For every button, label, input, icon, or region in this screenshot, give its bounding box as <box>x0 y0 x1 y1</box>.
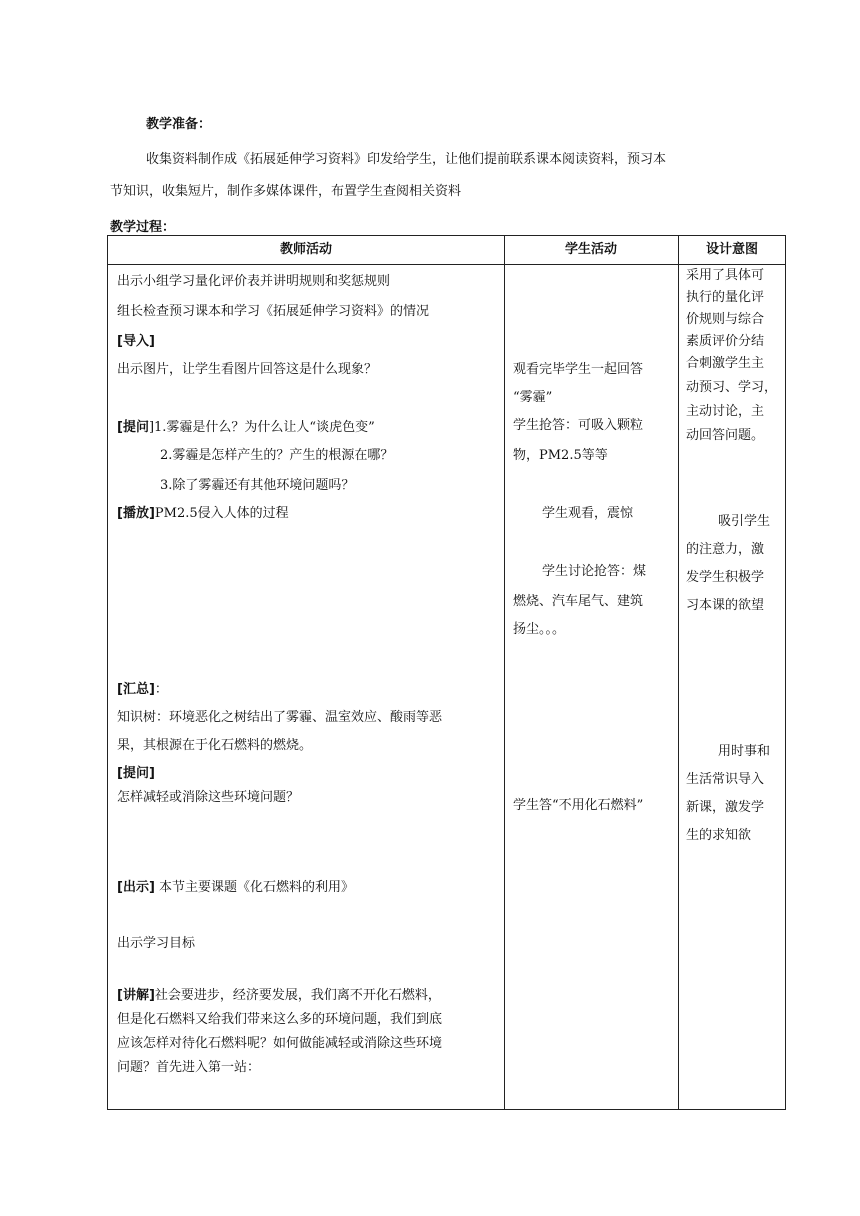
intent-line: 动预习、学习， <box>686 380 778 395</box>
header-teacher-activity: 教师活动 <box>279 242 332 257</box>
preparation-text-line-1: 收集资料制作成《拓展延伸学习资料》印发给学生，让他们提前联系课本阅读资料，预习本 <box>146 152 667 167</box>
student-line: 观看完毕学生一起回答 <box>513 362 644 377</box>
explain-line-4: 问题？首先进入第一站： <box>117 1060 261 1075</box>
summary-colon: ： <box>154 682 168 697</box>
summary-row <box>117 680 168 700</box>
process-title: 教学过程： <box>110 220 176 235</box>
explain-line-2: 但是化石燃料又给我们带来这么多的环境问题，我们到底 <box>117 1012 443 1027</box>
student-line: 燃烧、汽车尾气、建筑 <box>513 594 644 609</box>
question-2: 2.雾霾是怎样产生的？产生的根源在哪？ <box>160 448 394 463</box>
question-tag: [提问 <box>117 420 149 435</box>
column-divider <box>504 236 505 1109</box>
student-line: 学生观看，震惊 <box>542 506 634 521</box>
explain-line-3: 应该怎样对待化石燃料呢？如何做能减轻或消除这些环境 <box>117 1036 443 1051</box>
teacher-line: 组长检查预习课本和学习《拓展延伸学习资料》的情况 <box>117 304 430 319</box>
ask-tag: [提问] <box>117 766 155 781</box>
lesson-process-table <box>107 235 786 1110</box>
header-divider <box>108 264 785 265</box>
student-line: 物，PM2.5等等 <box>513 448 608 463</box>
intent-line: 新课，激发学 <box>686 800 765 815</box>
show-text: 本节主要课题《化石燃料的利用》 <box>154 880 355 895</box>
intent-line: 习本课的欲望 <box>686 598 765 613</box>
intent-line: 采用了具体可 <box>686 268 765 283</box>
intent-line: 的注意力，激 <box>686 542 765 557</box>
show-row <box>117 878 354 898</box>
question-3: 3.除了雾霾还有其他环境问题吗？ <box>160 478 355 493</box>
summary-line-2: 果，其根源在于化石燃料的燃烧。 <box>117 738 313 753</box>
intent-line: 发学生积极学 <box>686 570 765 585</box>
play-text: PM2.5侵入人体的过程 <box>154 506 289 521</box>
intent-line: 生活常识导入 <box>686 772 765 787</box>
question-1: ]1.雾霾是什么？为什么让人“谈虎色变” <box>148 420 375 435</box>
summary-tag: [汇总] <box>117 682 155 697</box>
intro-tag: [导入] <box>117 334 155 349</box>
student-line: 扬尘。。。 <box>513 622 566 637</box>
preparation-text-line-2: 节知识，收集短片，制作多媒体课件，布置学生查阅相关资料 <box>110 184 462 199</box>
intent-line: 动回答问题。 <box>686 428 765 443</box>
teacher-line: 出示小组学习量化评价表并讲明规则和奖惩规则 <box>117 274 391 289</box>
explain-row <box>117 986 441 1006</box>
intent-line: 吸引学生 <box>718 514 771 529</box>
preparation-title: 教学准备： <box>146 117 212 132</box>
explain-line-1: 社会要进步，经济要发展，我们离不开化石燃料， <box>154 988 441 1003</box>
intent-line: 素质评价分结 <box>686 334 765 349</box>
learning-goals: 出示学习目标 <box>117 936 196 951</box>
intent-line: 生的求知欲 <box>686 828 752 843</box>
play-row <box>117 504 289 524</box>
intent-line: 用时事和 <box>718 744 771 759</box>
student-line: 学生讨论抢答：煤 <box>542 564 647 579</box>
column-divider <box>678 236 679 1109</box>
intent-line: 合刺激学生主 <box>686 356 765 371</box>
summary-line-1: 知识树：环境恶化之树结出了雾霾、温室效应、酸雨等恶 <box>117 710 443 725</box>
explain-tag: [讲解] <box>117 988 155 1003</box>
question-row <box>117 418 375 438</box>
header-student-activity: 学生活动 <box>564 242 617 257</box>
play-tag: [播放] <box>117 506 155 521</box>
student-line: 学生答“不用化石燃料” <box>513 798 644 813</box>
intent-line: 主动讨论，主 <box>686 404 765 419</box>
intent-line: 执行的量化评 <box>686 290 765 305</box>
ask-text: 怎样减轻或消除这些环境问题？ <box>117 790 300 805</box>
student-line: 学生抢答：可吸入颗粒 <box>513 418 644 433</box>
intent-line: 价规则与综合 <box>686 312 765 327</box>
student-line: “雾霾” <box>513 390 553 405</box>
teacher-line: 出示图片，让学生看图片回答这是什么现象？ <box>117 362 378 377</box>
header-design-intent: 设计意图 <box>705 242 758 257</box>
show-tag: [出示] <box>117 880 155 895</box>
